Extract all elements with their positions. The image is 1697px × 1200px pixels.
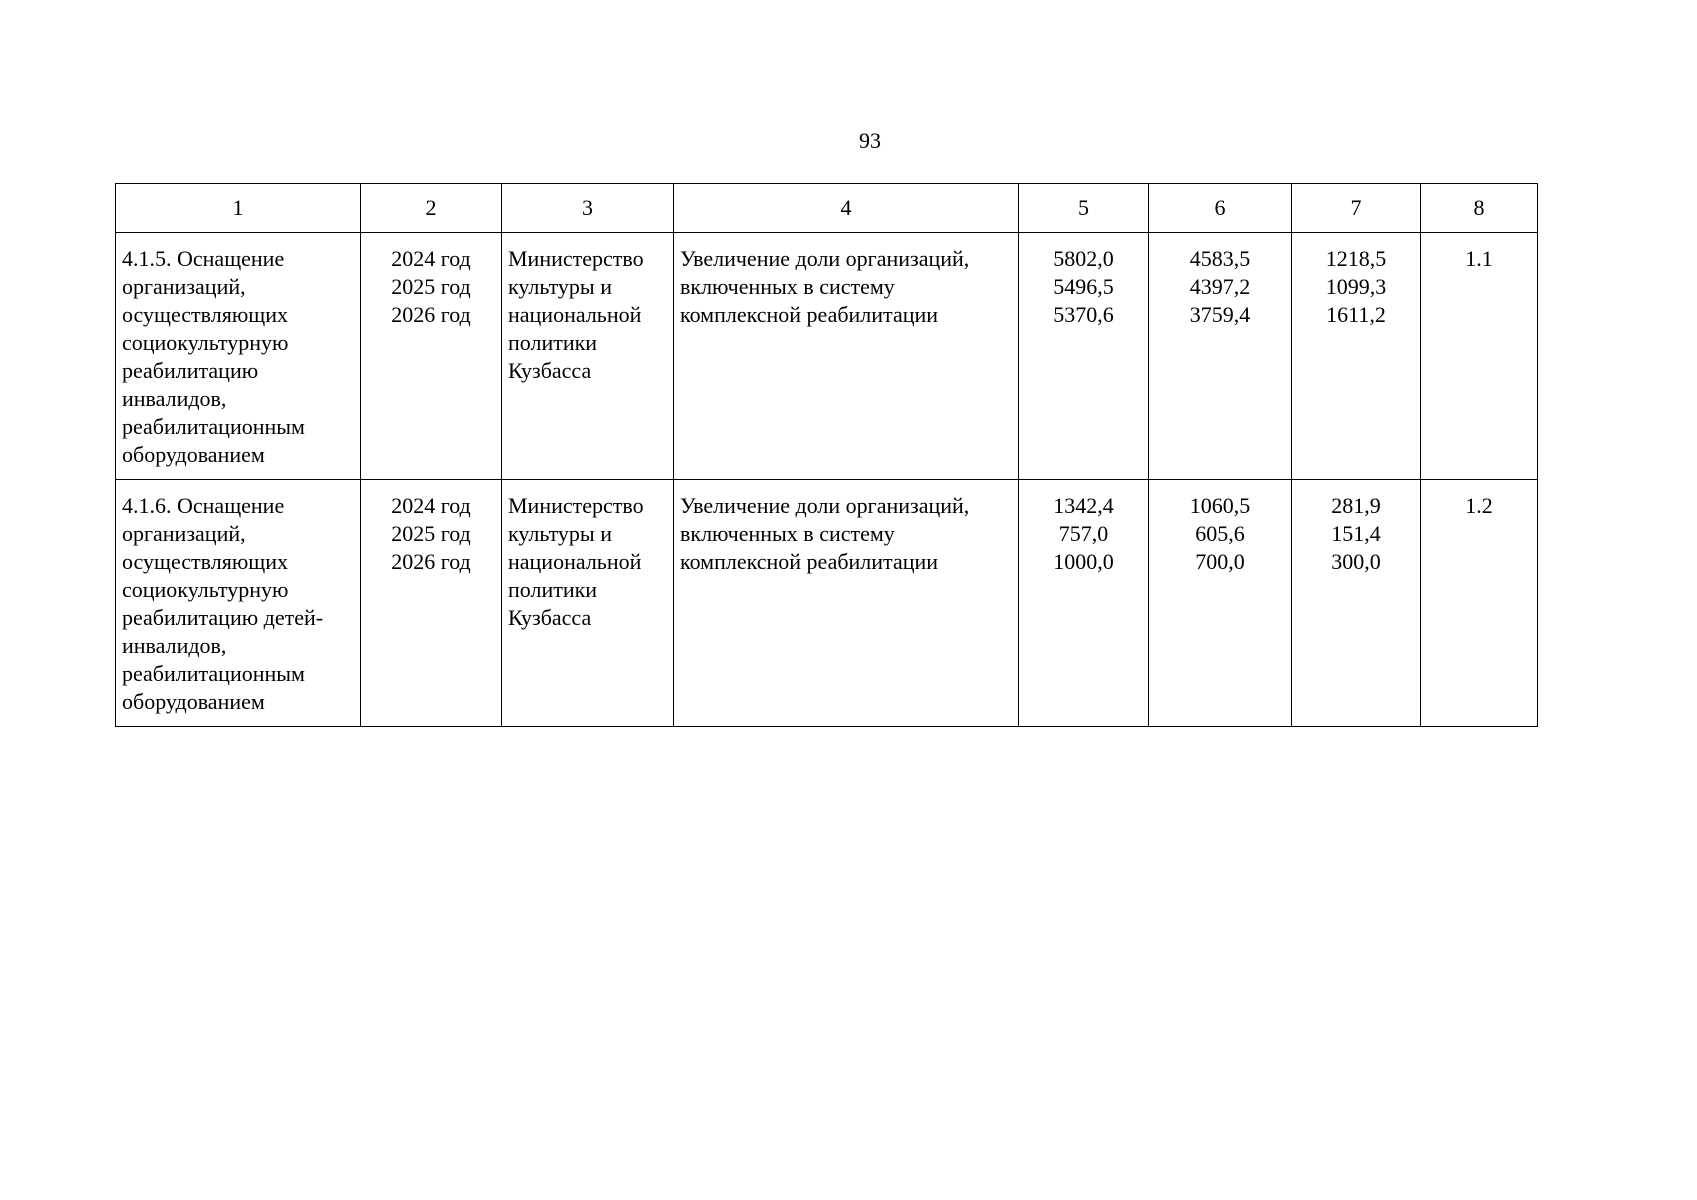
activity-line: реабилитационным xyxy=(122,661,305,686)
years-cell xyxy=(361,233,502,480)
amount-value: 1218,5 xyxy=(1325,246,1387,271)
header-row xyxy=(116,184,1538,233)
amount-value: 1060,5 xyxy=(1189,493,1251,518)
col5-cell xyxy=(1019,233,1149,480)
activity-line: оборудованием xyxy=(122,442,265,467)
activity-line: 4.1.5. Оснащение xyxy=(122,246,285,271)
year-line: 2025 год xyxy=(391,274,471,299)
executor-line: Министерство xyxy=(508,493,644,518)
activity-line: реабилитацию xyxy=(122,358,259,383)
header-col-2: 2 xyxy=(361,184,502,233)
result-line: Увеличение доли организаций, xyxy=(680,246,970,271)
executor-line: Кузбасса xyxy=(508,605,592,630)
table-row xyxy=(116,233,1538,480)
activity-line: реабилитационным xyxy=(122,414,305,439)
year-line: 2024 год xyxy=(391,246,471,271)
activity-line: организаций, xyxy=(122,274,246,299)
amount-value: 300,0 xyxy=(1331,549,1381,574)
amount-value: 1611,2 xyxy=(1326,302,1386,327)
year-line: 2026 год xyxy=(391,549,471,574)
header-col-5: 5 xyxy=(1019,184,1149,233)
activity-line: осуществляющих xyxy=(122,302,288,327)
amount-value: 1000,0 xyxy=(1053,549,1114,574)
executor-line: политики xyxy=(508,577,598,602)
indicator-ref: 1.2 xyxy=(1465,493,1493,518)
amount-value: 1342,4 xyxy=(1053,493,1114,518)
executor-line: Кузбасса xyxy=(508,358,592,383)
activity-line: оборудованием xyxy=(122,689,265,714)
indicator-ref: 1.1 xyxy=(1465,246,1493,271)
col8-cell xyxy=(1421,480,1538,727)
header-col-3: 3 xyxy=(502,184,674,233)
col7-cell xyxy=(1292,233,1421,480)
amount-value: 281,9 xyxy=(1331,493,1381,518)
col6-cell xyxy=(1149,233,1292,480)
result-line: включенных в систему xyxy=(680,274,895,299)
year-line: 2024 год xyxy=(391,493,471,518)
executor-line: Министерство xyxy=(508,246,644,271)
result-line: включенных в систему xyxy=(680,521,895,546)
year-line: 2026 год xyxy=(391,302,471,327)
amount-value: 5496,5 xyxy=(1053,274,1114,299)
executor-line: национальной xyxy=(508,549,642,574)
col8-cell xyxy=(1421,233,1538,480)
header-col-8: 8 xyxy=(1421,184,1538,233)
activity-line: организаций, xyxy=(122,521,246,546)
activity-line: 4.1.6. Оснащение xyxy=(122,493,285,518)
activity-line: социокультурную xyxy=(122,577,289,602)
executor-cell xyxy=(502,233,674,480)
years-cell xyxy=(361,480,502,727)
amount-value: 5370,6 xyxy=(1053,302,1114,327)
amount-value: 700,0 xyxy=(1195,549,1245,574)
amount-value: 5802,0 xyxy=(1053,246,1114,271)
amount-value: 3759,4 xyxy=(1189,302,1251,327)
activity-line: инвалидов, xyxy=(122,633,227,658)
executor-line: культуры и xyxy=(508,521,612,546)
activity-line: социокультурную xyxy=(122,330,289,355)
measures-table xyxy=(115,183,1538,727)
amount-value: 4583,5 xyxy=(1189,246,1251,271)
result-line: Увеличение доли организаций, xyxy=(680,493,970,518)
header-col-1: 1 xyxy=(116,184,361,233)
col6-cell xyxy=(1149,480,1292,727)
executor-line: культуры и xyxy=(508,274,612,299)
table-row xyxy=(116,480,1538,727)
result-cell xyxy=(674,233,1019,480)
header-col-6: 6 xyxy=(1149,184,1292,233)
executor-cell xyxy=(502,480,674,727)
year-line: 2025 год xyxy=(391,521,471,546)
header-col-4: 4 xyxy=(674,184,1019,233)
page-number: 93 xyxy=(859,128,881,153)
executor-line: политики xyxy=(508,330,598,355)
amount-value: 4397,2 xyxy=(1189,274,1251,299)
activity-line: реабилитацию детей- xyxy=(122,605,324,630)
executor-line: национальной xyxy=(508,302,642,327)
amount-value: 1099,3 xyxy=(1325,274,1387,299)
result-cell xyxy=(674,480,1019,727)
col5-cell xyxy=(1019,480,1149,727)
activity-cell xyxy=(116,233,361,480)
header-col-7: 7 xyxy=(1292,184,1421,233)
amount-value: 605,6 xyxy=(1195,521,1245,546)
activity-cell xyxy=(116,480,361,727)
result-line: комплексной реабилитации xyxy=(680,549,939,574)
result-line: комплексной реабилитации xyxy=(680,302,939,327)
col7-cell xyxy=(1292,480,1421,727)
amount-value: 757,0 xyxy=(1058,521,1109,546)
activity-line: инвалидов, xyxy=(122,386,227,411)
activity-line: осуществляющих xyxy=(122,549,288,574)
amount-value: 151,4 xyxy=(1331,521,1381,546)
